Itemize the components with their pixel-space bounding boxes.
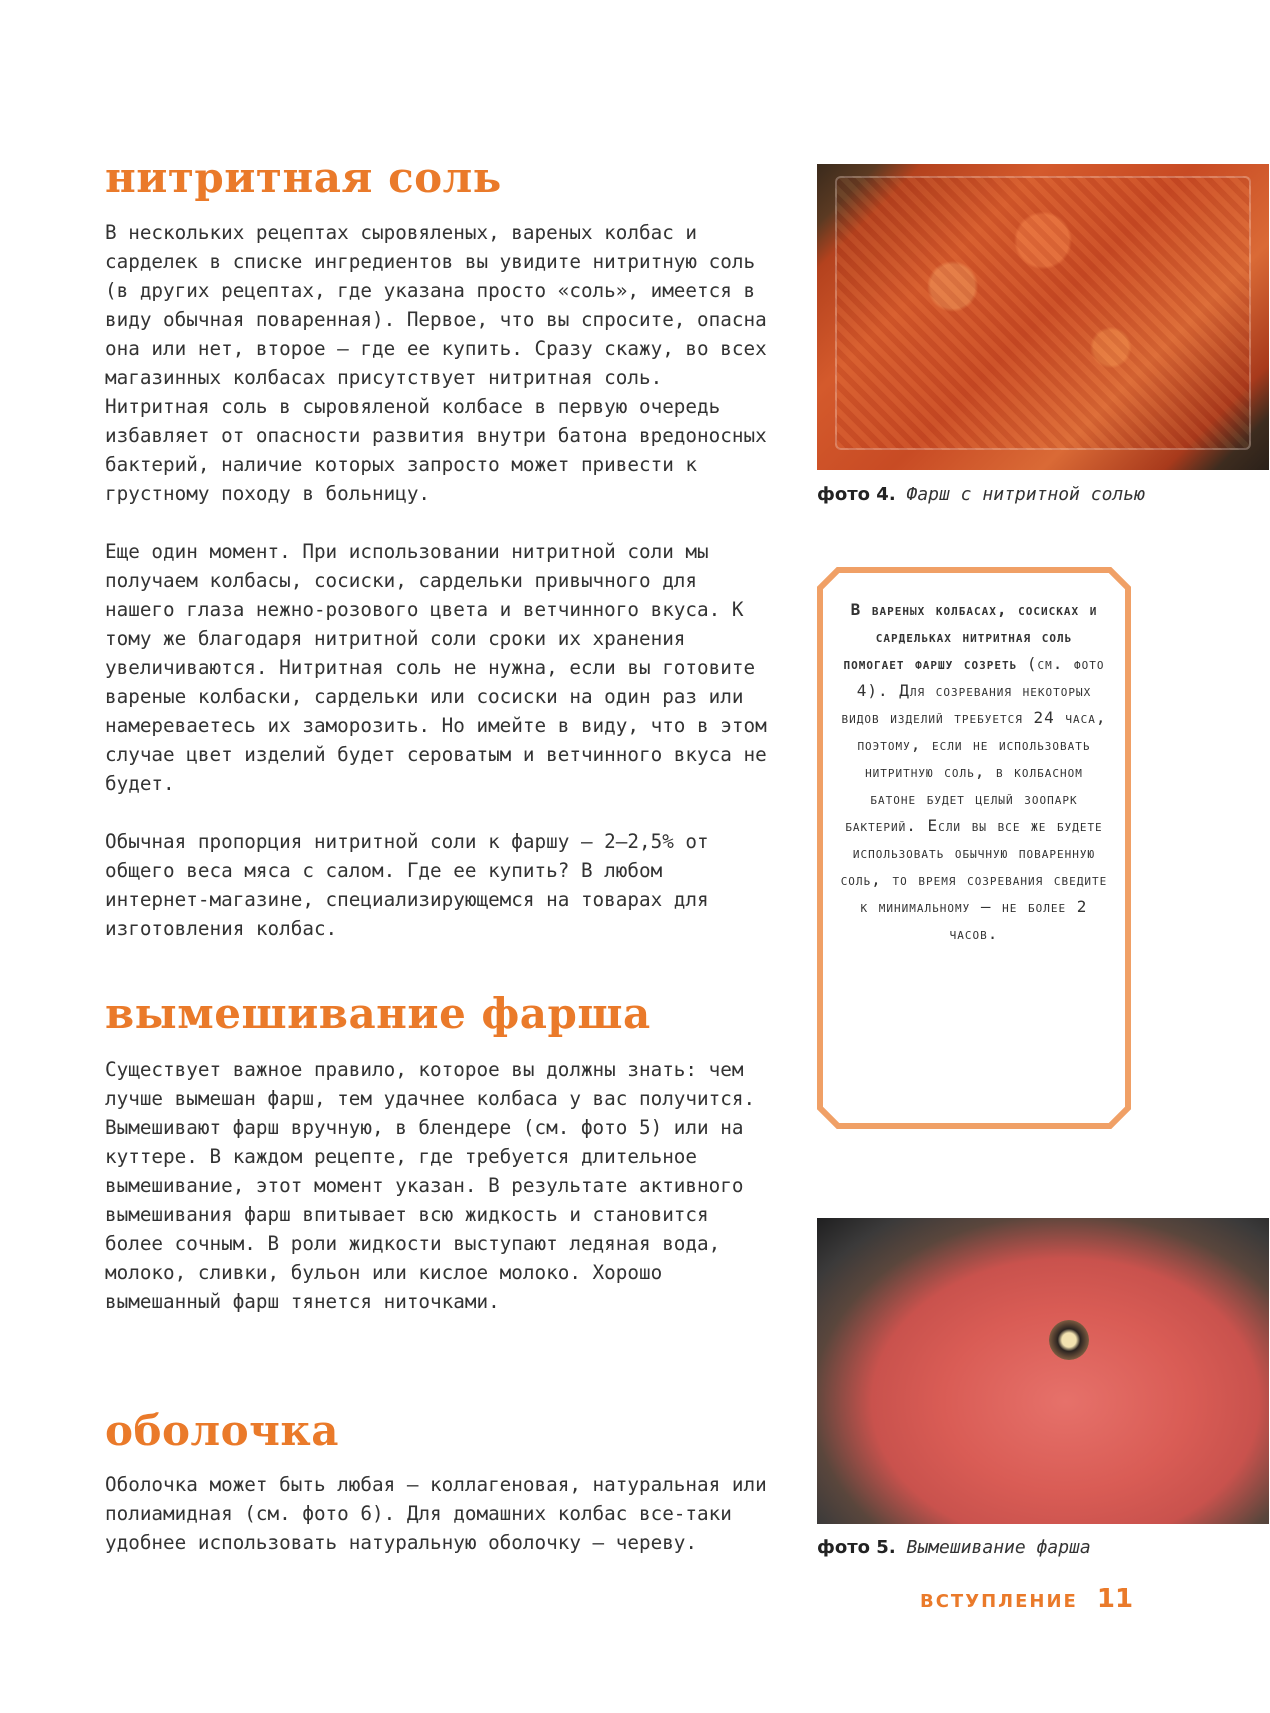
blender-blade bbox=[1049, 1320, 1089, 1360]
paragraph-nitrite-2: Еще один момент. При использовании нитритной соли мы получаем колбасы, сосиски, сардельки привычного для нашего глаза нежно-розового цвета и ветчинного вкуса. К тому же благодаря нитритной соли сроки их хранения увеличиваются. Нитритная соль не нужна, если вы готовите вареные колбаски, сардельки или сосиски на один раз или намереваетесь их заморозить. Но имейте в виду, что в этом случае цвет изделий будет сероватым и ветчинного вкуса не будет. bbox=[105, 540, 767, 795]
callout-body-text: (см. фото 4). Для созревания некоторых видов изделий требуется 24 часа, поэтому, если не использовать нитритную соль, в колбасном батоне будет целый зоопарк бактерий. Если вы все же будете использовать обычную поваренную соль, то время созревания сведите к минимальному – не более 2 часов. bbox=[840, 654, 1108, 943]
callout-bold-text: В вареных колбасах, сосисках и сардельках нитритная соль помогает фаршу созреть bbox=[843, 600, 1098, 673]
callout-box bbox=[816, 566, 1132, 1130]
photo-4-label: фото 4. bbox=[817, 484, 896, 505]
photo-4-text: Фарш с нитритной солью bbox=[906, 484, 1145, 505]
paragraph-nitrite-3: Обычная пропорция нитритной соли к фаршу – 2–2,5% от общего веса мяса с салом. Где ее купить? В любом интернет-магазине, специализирующемся на товарах для изготовления колбас. bbox=[105, 830, 709, 940]
footer-section: ВСТУПЛЕНИЕ bbox=[920, 1591, 1078, 1612]
paragraph-mixing-1: Существует важное правило, которое вы должны знать: чем лучше вымешан фарш, тем удачнее колбаса у вас получится. Вымешивают фарш вручную, в блендере (см. фото 5) или на куттере. В каждом рецепте, где требуется длительное вымешивание, этот момент указан. В результате активного вымешивания фарш впитывает всю жидкость и становится более сочным. В роли жидкости выступают ледяная вода, молоко, сливки, бульон или кислое молоко. Хорошо вымешанный фарш тянется ниточками. bbox=[105, 1058, 756, 1313]
page-footer bbox=[920, 1584, 1133, 1614]
photo-5-label: фото 5. bbox=[817, 1537, 896, 1558]
callout-text bbox=[840, 596, 1108, 947]
photo-blender-mixing bbox=[817, 1218, 1269, 1524]
heading-nitrite-salt: нитритная соль bbox=[105, 153, 502, 202]
paragraph-nitrite-1: В нескольких рецептах сыровяленых, вареных колбас и сарделек в списке ингредиентов вы увидите нитритную соль (в других рецептах, где указана просто «соль», имеется в виду обычная поваренная). Первое, что вы спросите, опасна она или нет, второе – где ее купить. Сразу скажу, во всех магазинных колбасах присутствует нитритная соль. Нитритная соль в сыровяленой колбасе в первую очередь избавляет от опасности развития внутри батона вредоносных бактерий, наличие которых запросто может привести к грустному походу в больницу. bbox=[105, 221, 767, 505]
photo-5-caption bbox=[817, 1533, 1217, 1562]
photo-4-caption bbox=[817, 480, 1217, 509]
paragraph-casing-1: Оболочка может быть любая – коллагеновая, натуральная или полиамидная (см. фото 6). Для домашних колбас все-таки удобнее использовать натуральную оболочку – череву. bbox=[105, 1473, 767, 1554]
photo-minced-meat-bag bbox=[817, 164, 1269, 470]
heading-casing: оболочка bbox=[105, 1406, 339, 1455]
photo-5-text: Вымешивание фарша bbox=[906, 1537, 1091, 1558]
page-number: 11 bbox=[1096, 1584, 1134, 1614]
vacuum-bag-texture bbox=[835, 176, 1251, 450]
heading-mixing: вымешивание фарша bbox=[105, 989, 651, 1038]
